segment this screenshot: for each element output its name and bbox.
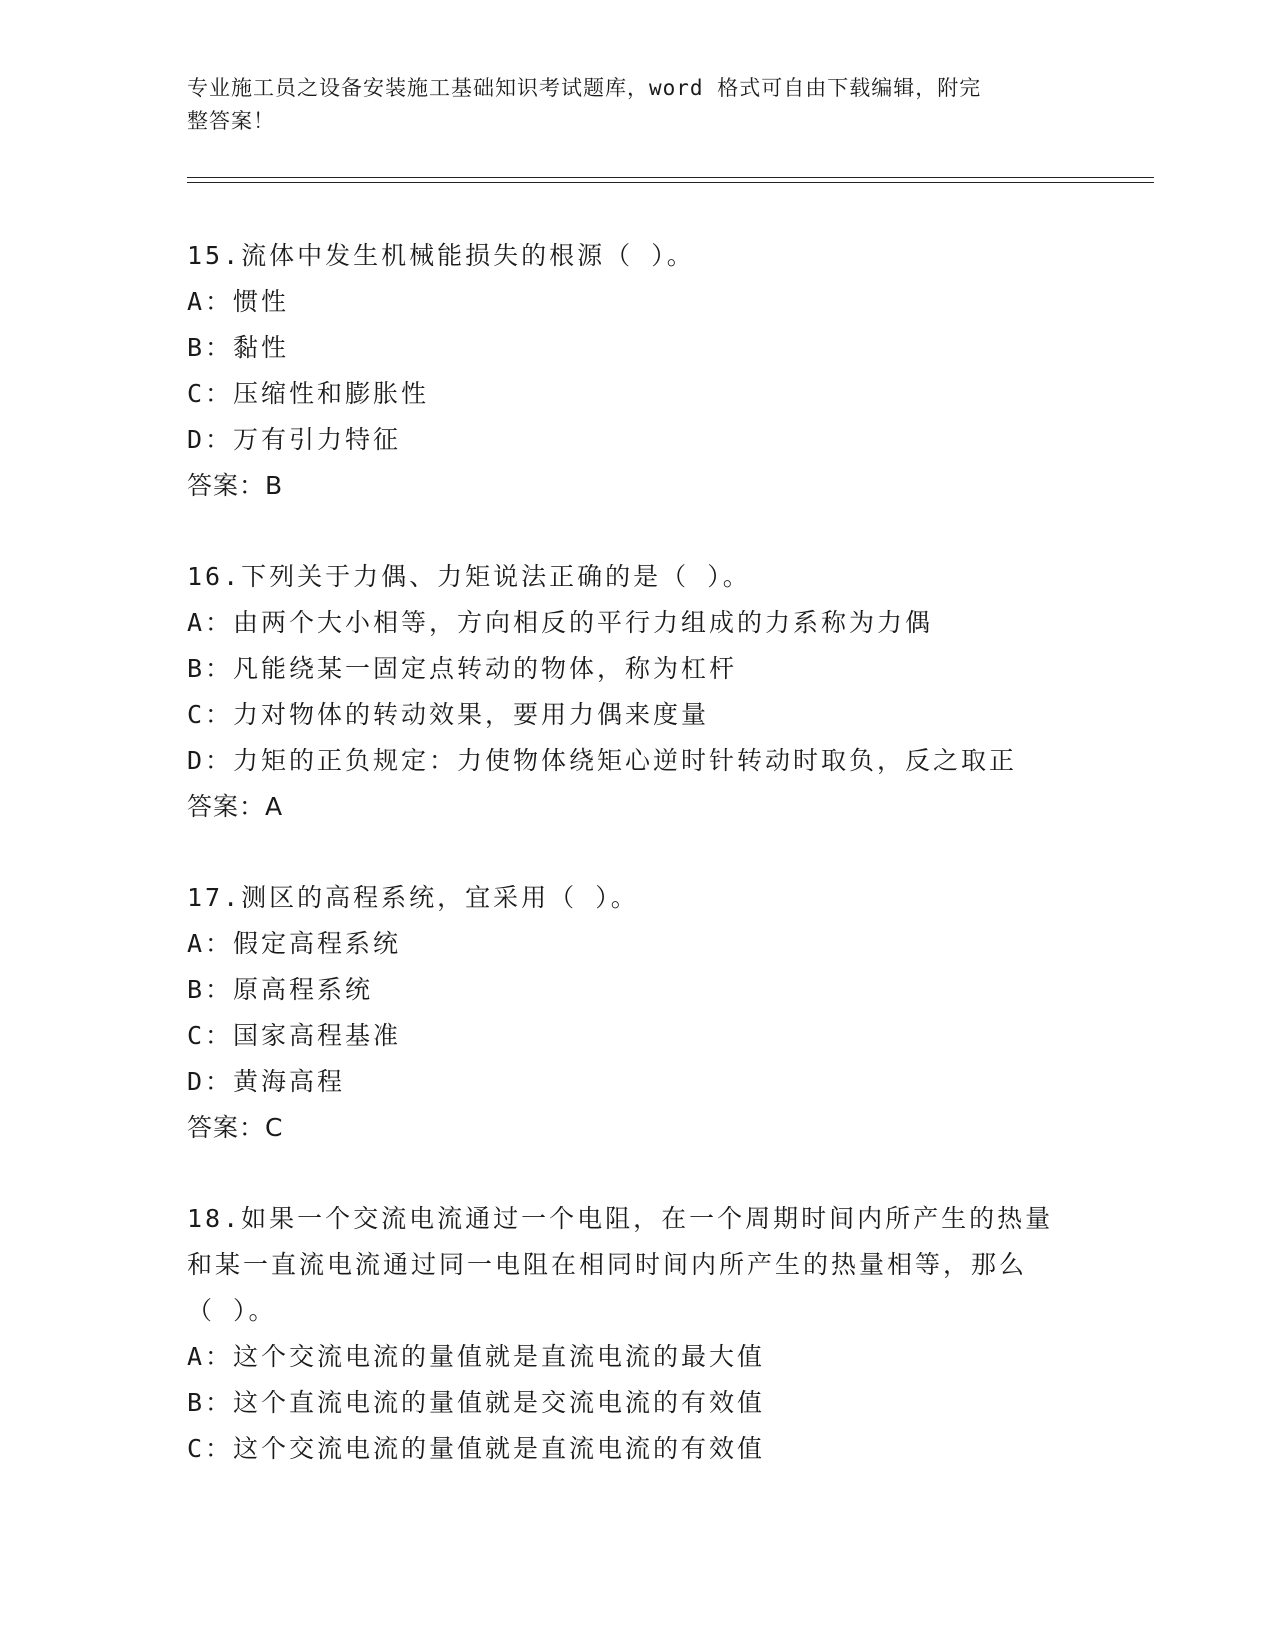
option-b: B：凡能绕某一固定点转动的物体，称为杠杆 xyxy=(187,654,738,683)
question-17 xyxy=(187,875,1087,1151)
option-c: C：这个交流电流的量值就是直流电流的有效值 xyxy=(187,1434,766,1463)
question-text-line-2: 和某一直流电流通过同一电阻在相同时间内所产生的热量相等，那么 xyxy=(187,1250,1028,1279)
question-list xyxy=(187,233,1087,1517)
question-16 xyxy=(187,554,1087,830)
header-line-1: 专业施工员之设备安装施工基础知识考试题库，word 格式可自由下载编辑，附完 xyxy=(187,76,982,100)
question-text: 17.测区的高程系统，宜采用（ ）。 xyxy=(187,883,639,912)
question-15 xyxy=(187,233,1087,509)
header-divider-top xyxy=(187,177,1154,178)
option-a: A：这个交流电流的量值就是直流电流的最大值 xyxy=(187,1342,766,1371)
header-line-2: 整答案！ xyxy=(187,109,275,133)
option-c: C：力对物体的转动效果，要用力偶来度量 xyxy=(187,700,710,729)
option-b: B：原高程系统 xyxy=(187,975,374,1004)
option-c: C：国家高程基准 xyxy=(187,1021,402,1050)
option-d: D：黄海高程 xyxy=(187,1067,346,1096)
question-18 xyxy=(187,1196,1087,1472)
document-header xyxy=(187,72,1087,138)
option-a: A：由两个大小相等，方向相反的平行力组成的力系称为力偶 xyxy=(187,608,934,637)
answer: 答案：B xyxy=(187,471,284,500)
header-divider-bottom xyxy=(187,182,1154,183)
option-d: D：万有引力特征 xyxy=(187,425,402,454)
question-text: 15.流体中发生机械能损失的根源（ ）。 xyxy=(187,241,695,270)
answer: 答案：C xyxy=(187,1113,284,1142)
option-b: B：黏性 xyxy=(187,333,290,362)
question-text-line-1: 18.如果一个交流电流通过一个电阻，在一个周期时间内所产生的热量 xyxy=(187,1204,1054,1233)
question-text-line-3: （ ）。 xyxy=(187,1296,277,1325)
option-a: A：惯性 xyxy=(187,287,290,316)
option-a: A：假定高程系统 xyxy=(187,929,402,958)
option-d: D：力矩的正负规定：力使物体绕矩心逆时针转动时取负，反之取正 xyxy=(187,746,1018,775)
answer: 答案：A xyxy=(187,792,284,821)
question-text: 16.下列关于力偶、力矩说法正确的是（ ）。 xyxy=(187,562,751,591)
option-b: B：这个直流电流的量值就是交流电流的有效值 xyxy=(187,1388,766,1417)
option-c: C：压缩性和膨胀性 xyxy=(187,379,430,408)
